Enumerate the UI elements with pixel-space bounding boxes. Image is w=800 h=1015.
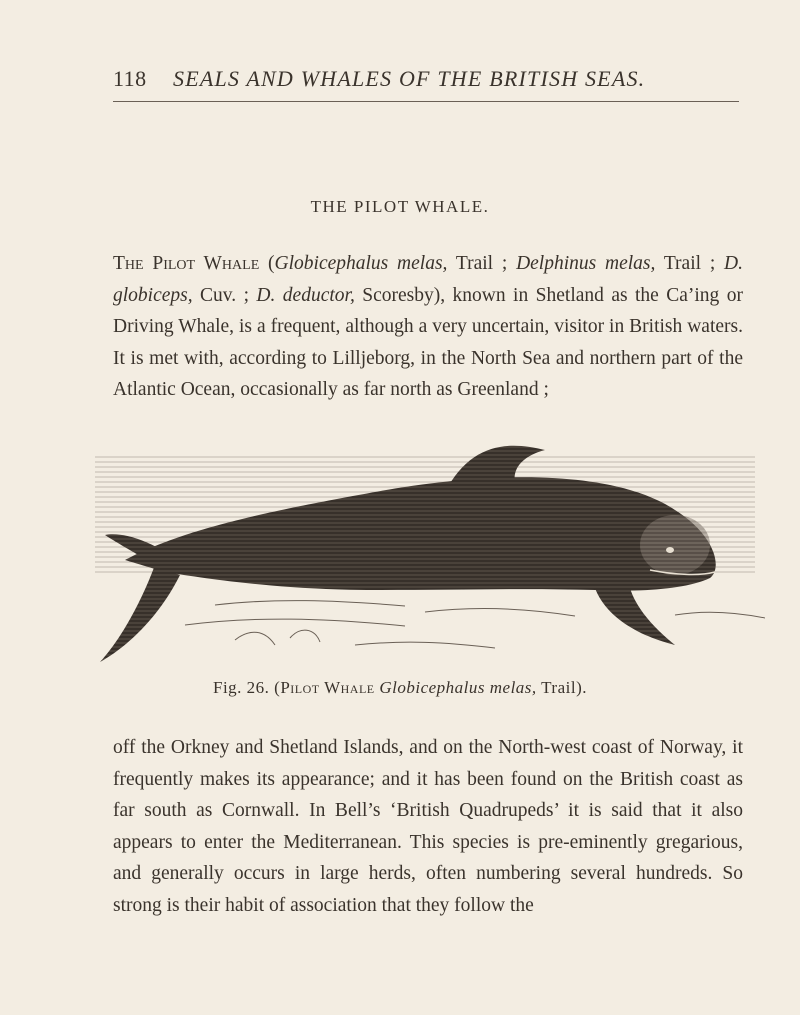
paragraph-continuation: off the Orkney and Shetland Islands, and on the North-west coast of Norway, it frequently makes its appearance; and it has been found on the British coast as far south as Cornwall. In Bell’s ‘British Quadrupeds’ it is said that it also appears to enter the Mediterranean. This species is pre-eminently gregarious, and generally occurs in large herds, often numbering several hundreds. So strong is their habit of association that they follow the <box>113 737 743 916</box>
text-run: ( <box>259 253 275 274</box>
figure-caption <box>0 678 800 698</box>
species-name: Globicephalus melas, <box>274 253 448 274</box>
text-run: Trail ; <box>655 253 725 274</box>
pilot-whale-illustration <box>75 440 765 670</box>
caption-suffix: Trail). <box>536 678 587 697</box>
running-title: SEALS AND WHALES OF THE BRITISH SEAS. <box>173 66 646 91</box>
paragraph-intro <box>113 248 743 406</box>
caption-prefix: Fig. 26. ( <box>213 678 281 697</box>
lead-caps: The Pilot Whale <box>113 253 260 274</box>
caption-caps: Pilot Whale <box>280 678 375 697</box>
header-rule <box>113 101 739 102</box>
page-number: 118 <box>113 66 147 91</box>
page-header <box>113 66 753 96</box>
text-run: Trail ; <box>447 253 517 274</box>
section-title: THE PILOT WHALE. <box>310 197 490 216</box>
text-run: Cuv. ; <box>192 284 257 306</box>
text-run: Scoresby), known in Shetland as the Ca’ing or Driving Whale, is a frequent, although a very uncertain, visitor in British waters. It is met with, according to Lilljeborg, in the North Sea and northern part of the Atlantic Ocean, occasionally as far north as Greenland ; <box>113 284 743 400</box>
species-name: D. globiceps, <box>113 253 743 306</box>
species-name: Delphinus melas, <box>516 253 656 274</box>
species-name: D. deductor, <box>256 284 355 306</box>
caption-species: Globicephalus melas, <box>374 678 537 697</box>
